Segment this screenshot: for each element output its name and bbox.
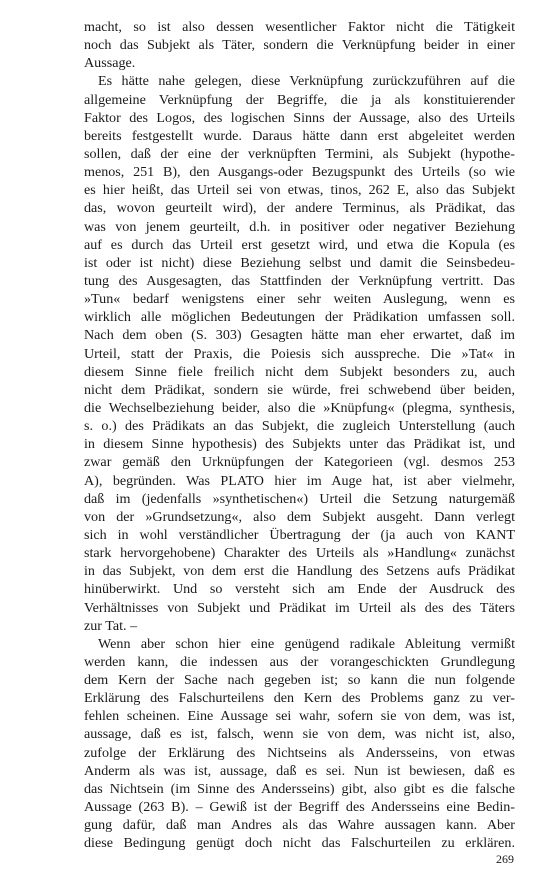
text-line: wirklich alle möglichen Bedeutungen der Prädikation umfassen soll. (84, 309, 515, 326)
text-line: von der »Grundsetzung«, also dem Subjekt ausgeht. Dann verlegt (84, 508, 515, 525)
text-line: werden kann, die indessen aus der vorangeschickten Grundlegung (84, 653, 515, 670)
text-line: gung dafür, daß man Andres als das Wahre aussagen kann. Aber (84, 817, 515, 834)
text-line: Wenn aber schon hier eine genügend radikale Ableitung vermißt (98, 635, 515, 652)
text-line: es hier heißt, das Urteil sei von etwas, tinos, 262 E, also das Subjekt (84, 182, 515, 199)
text-line: das, wovon geurteilt wird), der andere Terminus, als Prädikat, das (84, 200, 515, 217)
text-line: nicht dem Prädikat, sondern sie würde, frei schwebend über beiden, (84, 381, 515, 398)
text-line: in diesem Sinne hypothesis) des Subjekts unter das Prädikat ist, und (84, 436, 515, 453)
text-line: Verhältnisses von Subjekt und Prädikat im Urteil als des des Täters (84, 599, 515, 616)
text-line: Faktor des Logos, des logischen Sinns der Aussage, also des Urteils (84, 109, 515, 126)
text-line: sollen, daß der eine der verknüpften Termini, als Subjekt (hypothe- (84, 145, 515, 162)
text-line: dem Kern der Sache nach gegeben ist; so kann die nun folgende (84, 672, 515, 689)
text-line: stark hervorgehobene) Charakter des Urteils als »Handlung« zunächst (84, 545, 515, 562)
text-line: fehlen scheinen. Eine Aussage sei wahr, sofern sie von dem, was ist, (84, 708, 515, 725)
body-text (84, 18, 515, 852)
text-line: aussage, daß es ist, falsch, wenn sie von dem, was nicht ist, also, (84, 726, 515, 743)
text-line: Erklärung des Falschurteilens den Kern des Problems ganz zu ver- (84, 690, 515, 707)
text-line: A), begründen. Was PLATO hier im Auge hat, ist aber vielmehr, (84, 472, 515, 489)
text-line: diese Bedingung genügt doch nicht das Falschurteilen zu erklären. (84, 835, 515, 852)
text-line: zufolge der Erklärung des Nichtseins als Andersseins, von etwas (84, 744, 515, 761)
text-line: menos, 251 B), den Ausgangs-oder Bezugspunkt des Urteils (so wie (84, 164, 515, 181)
text-line: hinüberwirkt. Und so versteht sich am Ende der Ausdruck des (84, 581, 515, 598)
text-line: Es hätte nahe gelegen, diese Verknüpfung zurückzuführen auf die (98, 73, 515, 90)
text-line: noch das Subjekt als Täter, sondern die Verknüpfung beider in einer (84, 37, 515, 54)
text-line: sich in wohl verständlicher Übertragung der (ja auch von KANT (84, 526, 515, 543)
text-line: macht, so ist also dessen wesentlicher Faktor nicht die Tätigkeit (84, 19, 515, 35)
text-line: s. o.) des Prädikats an das Subjekt, die zugleich Unterstellung (auch (84, 418, 515, 435)
text-line: daß im (jedenfalls »synthetischen«) Urteil die Setzung naturgemäß (84, 490, 515, 507)
text-line: »Tun« bedarf wenigstens einer sehr weiten Auslegung, wenn es (84, 291, 515, 308)
text-line: bereits festgestellt wurde. Daraus hätte dann erst abgeleitet werden (84, 127, 515, 144)
text-line: diesem Sinne fiele freilich nicht dem Subjekt besonders zu, auch (84, 363, 515, 380)
text-line: das Nichtsein (im Sinne des Andersseins) gibt, also gibt es die falsche (84, 780, 515, 797)
text-line: Nach dem oben (S. 303) Gesagten hätte man eher erwartet, daß im (84, 327, 515, 344)
text-line: Aussage (263 B). – Gewiß ist der Begriff des Andersseins eine Bedin- (84, 799, 515, 816)
text-line: Aussage. (84, 55, 136, 72)
text-line: allgemeine Verknüpfung der Begriffe, die ja als konstituierender (84, 91, 515, 108)
text-line: Urteil, statt der Praxis, die Poiesis sich ausspreche. Die »Tat« in (84, 345, 515, 362)
text-line: tung des Ausgesagten, das Stattfinden der Verknüpfung vertritt. Das (84, 272, 515, 289)
text-line: zwar gemäß den Urknüpfungen der Kategorieen (vgl. desmos 253 (84, 454, 515, 471)
text-line: was von jenem geurteilt, d.h. in positiver oder negativer Beziehung (84, 218, 515, 235)
text-line: auf es durch das Urteil erst gesetzt wird, und etwa die Kopula (es (84, 236, 515, 253)
text-line: die Wechselbeziehung beider, also die »Knüpfung« (plegma, synthesis, (84, 399, 515, 416)
text-line: zur Tat. – (84, 617, 138, 634)
page-number: 269 (496, 852, 514, 866)
text-line: Anderm als was ist, aussage, daß es sei. Nun ist bewiesen, daß es (84, 762, 515, 779)
text-line: ist oder ist nicht) diese Beziehung selbst und damit die Seinsbedeu- (84, 254, 515, 271)
text-line: in das Subjekt, von dem erst die Handlung des Setzens aufs Prädikat (84, 563, 515, 580)
